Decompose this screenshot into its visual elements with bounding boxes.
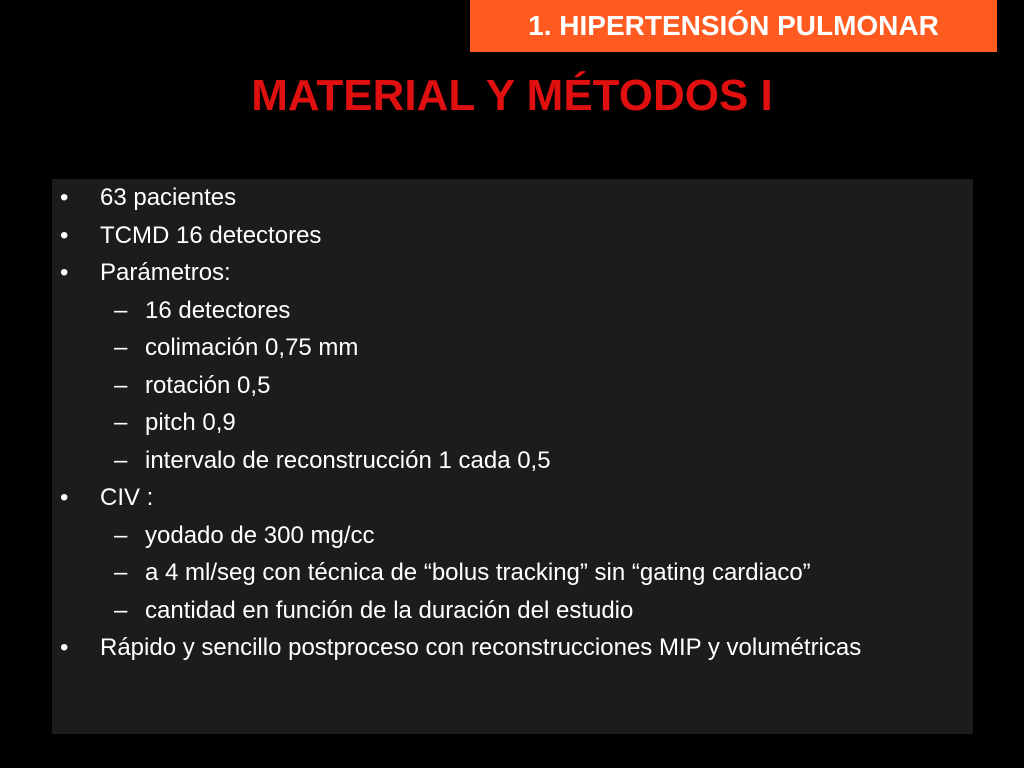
- bullet-text: Parámetros:: [100, 259, 231, 286]
- dash-marker: –: [114, 596, 128, 624]
- sub-bullet-item: [52, 296, 973, 326]
- sub-bullet-text: pitch 0,9: [145, 409, 236, 436]
- sub-bullet-text: intervalo de reconstrucción 1 cada 0,5: [145, 446, 551, 474]
- sub-bullet-text: colimación 0,75 mm: [145, 334, 359, 361]
- bullet-marker: •: [60, 221, 69, 249]
- bullet-marker: •: [60, 634, 69, 661]
- sub-bullet-text: cantidad en función de la duración del estudio: [145, 596, 634, 624]
- sub-bullet-item: [52, 408, 973, 438]
- dash-marker: –: [114, 521, 128, 549]
- bullet-text: 63 pacientes: [100, 184, 237, 211]
- dash-marker: –: [114, 334, 128, 361]
- sub-bullet-item: [52, 521, 973, 551]
- sub-bullet-text: a 4 ml/seg con técnica de “bolus tracking” sin “gating cardiaco”: [145, 559, 811, 586]
- dash-marker: –: [114, 559, 128, 586]
- slide-title: MATERIAL Y MÉTODOS I: [251, 71, 773, 120]
- sub-bullet-text: rotación 0,5: [145, 371, 271, 399]
- bullet-text: Rápido y sencillo postproceso con reconstrucciones MIP y volumétricas: [100, 634, 862, 661]
- section-tag: 1. HIPERTENSIÓN PULMONAR: [470, 0, 997, 52]
- bullet-item: [52, 633, 973, 663]
- sub-bullet-item: [52, 596, 973, 626]
- dash-marker: –: [114, 296, 128, 324]
- sub-bullet-item: [52, 371, 973, 401]
- dash-marker: –: [114, 446, 128, 474]
- bullet-item: [52, 483, 973, 513]
- bullet-text: CIV :: [100, 484, 154, 511]
- sub-bullet-text: yodado de 300 mg/cc: [145, 521, 375, 549]
- bullet-text: TCMD 16 detectores: [100, 221, 322, 249]
- sub-bullet-item: [52, 558, 973, 588]
- bullet-marker: •: [60, 259, 69, 286]
- content-panel: [52, 179, 973, 734]
- sub-bullet-text: 16 detectores: [145, 296, 291, 324]
- sub-bullet-item: [52, 333, 973, 363]
- sub-bullet-item: [52, 446, 973, 476]
- bullet-item: [52, 221, 973, 251]
- dash-marker: –: [114, 371, 128, 399]
- bullet-item: [52, 258, 973, 288]
- dash-marker: –: [114, 409, 128, 436]
- bullet-marker: •: [60, 184, 69, 211]
- bullet-item: [52, 183, 973, 213]
- bullet-marker: •: [60, 484, 69, 511]
